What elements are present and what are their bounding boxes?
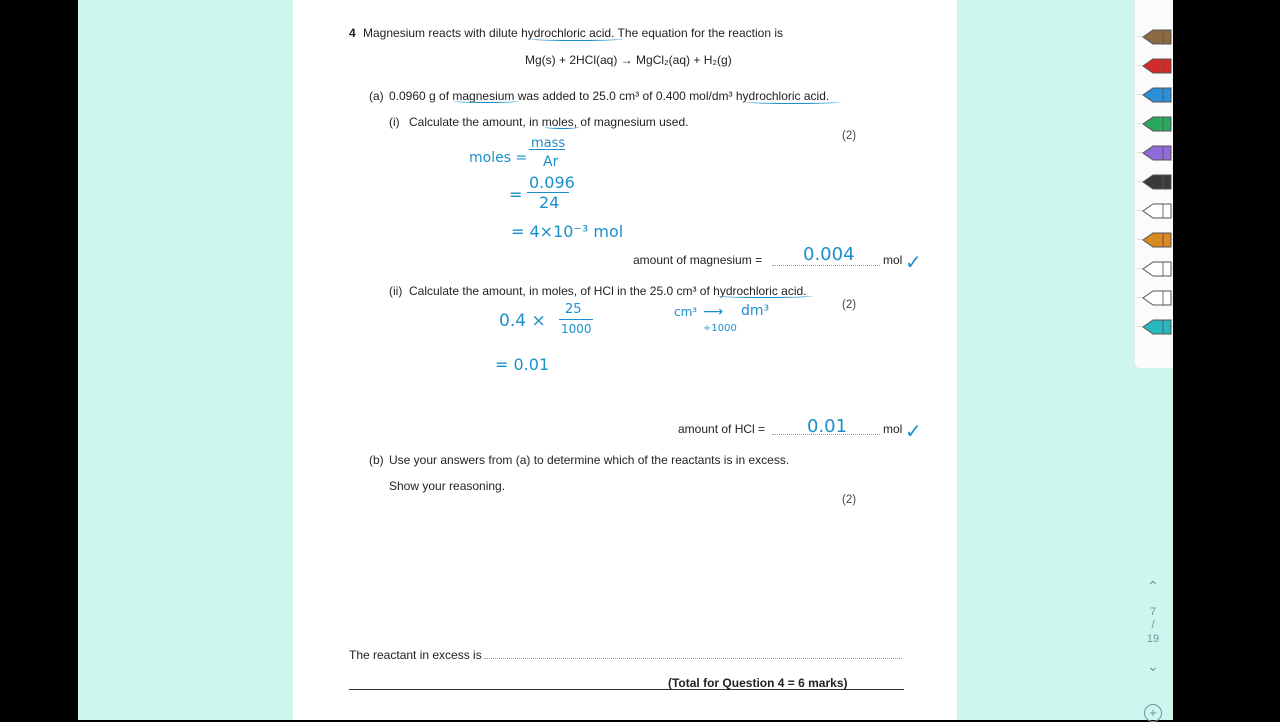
mg-answer-unit: mol <box>883 253 903 267</box>
part-a-text: 0.0960 g of magnesium was added to 25.0 cm³ of 0.400 mol/dm³ hydrochloric acid. <box>389 89 830 103</box>
underline-magnesium <box>453 99 519 103</box>
part-a-i-marks: (2) <box>842 130 857 142</box>
part-a-ii-marks: (2) <box>842 299 857 311</box>
hw-conv-to: dm³ <box>741 303 770 319</box>
excess-answer-line[interactable] <box>484 658 902 659</box>
mg-answer-label: amount of magnesium = <box>633 253 763 267</box>
total-marks: (Total for Question 4 = 6 marks) <box>668 676 848 690</box>
red-marker-icon[interactable] <box>1137 53 1173 79</box>
page-down-icon[interactable]: ⌄ <box>1147 658 1159 674</box>
hw-hcl-num: 25 <box>565 302 582 317</box>
question-number: 4 <box>349 26 356 40</box>
hw-den: 24 <box>539 193 560 212</box>
hcl-answer-unit: mol <box>883 422 903 436</box>
hw-conv-div: ÷1000 <box>703 323 737 334</box>
hw-num: 0.096 <box>529 173 575 192</box>
hw-fraction-bar-3 <box>559 319 593 320</box>
part-a-i-label: (i) <box>389 115 400 129</box>
pen-toolbar <box>1134 0 1175 368</box>
hw-hcl-calc: 0.4 × <box>499 311 546 331</box>
part-a-ii-label: (ii) <box>389 284 403 298</box>
part-b-text: Use your answers from (a) to determine which of the reactants is in excess. <box>389 453 790 467</box>
hw-conv-arrow: ⟶ <box>703 304 724 320</box>
part-b-label: (b) <box>369 453 384 467</box>
white-marker-icon[interactable] <box>1137 198 1173 224</box>
hw-fraction-bar-1 <box>529 149 565 150</box>
hw-answer-hcl: 0.01 <box>807 416 848 437</box>
highlighter-1-icon[interactable] <box>1137 256 1173 282</box>
hw-mass: mass <box>531 136 566 151</box>
underline-moles <box>544 125 580 129</box>
hw-hcl-den: 1000 <box>561 322 592 336</box>
page-up-icon[interactable]: ⌃ <box>1147 578 1159 594</box>
part-a-i-text: Calculate the amount, in moles, of magnesium used. <box>409 115 689 129</box>
total-pages: 19 <box>1146 633 1160 645</box>
part-a-label: (a) <box>369 89 384 103</box>
purple-marker-icon[interactable] <box>1137 140 1173 166</box>
hw-moles-eq: moles = <box>469 150 528 166</box>
app-background-left <box>78 0 293 720</box>
add-page-button[interactable] <box>1134 704 1172 722</box>
part-b-marks: (2) <box>842 494 857 506</box>
tick-mg: ✓ <box>905 250 922 274</box>
orange-marker-icon[interactable] <box>1137 227 1173 253</box>
hcl-answer-label: amount of HCl = <box>678 422 766 436</box>
screen-edge-right <box>1173 0 1280 720</box>
question-intro: Magnesium reacts with dilute hydrochloric acid. The equation for the reaction is <box>363 26 783 40</box>
hw-conv-from: cm³ <box>674 305 698 319</box>
current-page: 7 <box>1149 606 1157 618</box>
blue-pen-icon[interactable] <box>1137 82 1173 108</box>
exam-page[interactable] <box>293 0 957 720</box>
plus-icon: + <box>1144 704 1162 722</box>
hw-eq2: = <box>509 185 523 204</box>
underline-hydrochloric-acid-2 <box>745 100 841 104</box>
hw-ar: Ar <box>543 154 559 170</box>
excess-label: The reactant in excess is <box>349 648 482 662</box>
hw-hcl-result: = 0.01 <box>495 355 550 374</box>
hw-result: = 4×10⁻³ mol <box>511 222 624 241</box>
reaction-equation: Mg(s) + 2HCl(aq) → MgCl₂(aq) + H₂(g) <box>525 53 732 67</box>
underline-hydrochloric-acid-3 <box>717 294 813 298</box>
underline-hydrochloric-acid <box>529 37 623 41</box>
black-marker-icon[interactable] <box>1137 169 1173 195</box>
highlighter-2-icon[interactable] <box>1137 285 1173 311</box>
brown-marker-icon[interactable] <box>1137 24 1173 50</box>
part-b-text-2: Show your reasoning. <box>389 479 506 493</box>
part-a-ii-text: Calculate the amount, in moles, of HCl in the 25.0 cm³ of hydrochloric acid. <box>409 284 807 298</box>
mg-answer-line[interactable] <box>772 265 880 266</box>
green-marker-icon[interactable] <box>1137 111 1173 137</box>
page-separator: / <box>1151 619 1155 631</box>
hw-answer-mg: 0.004 <box>803 244 855 265</box>
tick-hcl: ✓ <box>905 419 922 443</box>
teal-highlighter-icon[interactable] <box>1137 314 1173 340</box>
